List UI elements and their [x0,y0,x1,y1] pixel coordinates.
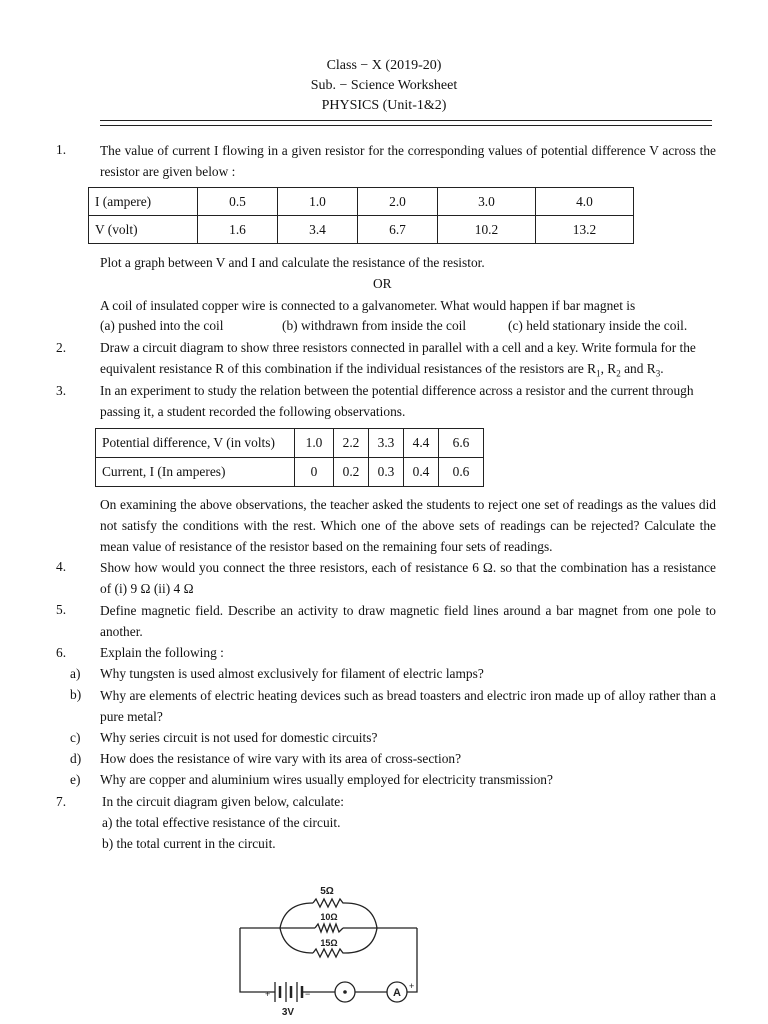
q5-number: 5. [56,602,67,617]
table-row [96,429,484,458]
q6-item-text: Why are copper and aluminium wires usually employed for electricity transmission? [100,772,553,787]
table-cell: 10.2 [438,216,536,244]
circuit-diagram [225,872,445,1022]
worksheet-header [0,56,768,116]
q1-option-c: (c) held stationary inside the coil. [508,318,688,333]
resistor-5-label: 5Ω [320,886,334,897]
resistor-5-ohm [313,899,345,907]
table-cell: 1.6 [198,216,278,244]
q1-option-b: (b) withdrawn from inside the coil [282,318,467,333]
resistor-15-label: 15Ω [320,938,338,948]
battery-plus-sign: + [265,989,271,999]
q6-item-text: Why are elements of electric heating devices such as bread toasters and electric iron made up of alloy rather than a pure metal? [100,688,716,724]
branch-top-wire [280,903,313,928]
table-row [89,188,634,216]
q6-item-text: How does the resistance of wire vary with its area of cross-section? [100,751,462,766]
table-cell: 4.0 [535,188,633,216]
key-dot [343,990,347,994]
table-cell: 6.7 [358,216,438,244]
q6-item-label: a) [70,666,81,681]
battery-voltage-label: 3V [281,1007,295,1018]
q4-text: Show how would you connect the three resistors, each of resistance 6 Ω. so that the combination has a resistance of (i) 9 Ω (ii) 4 Ω [100,560,716,596]
table-cell: 3.4 [278,216,358,244]
table-cell: 0.2 [334,458,369,487]
subject-line: Sub. − Science Worksheet [310,78,458,93]
q1-number: 1. [56,142,67,157]
table-cell: 0.5 [198,188,278,216]
table-cell: V (volt) [89,216,198,244]
q7-number: 7. [56,794,67,809]
q3-table [95,428,484,487]
resistor-15-ohm [313,949,345,957]
table-cell: 2.2 [334,429,369,458]
table-cell: Current, I (In amperes) [96,458,295,487]
table-row [96,458,484,487]
q1-or: OR [373,276,392,291]
resistor-10-label: 10Ω [320,912,338,922]
q1-option-a: (a) pushed into the coil [100,318,224,333]
table-cell: 0.4 [404,458,439,487]
table-cell: 1.0 [295,429,334,458]
q6-number: 6. [56,645,67,660]
circuit-wire [240,928,269,992]
battery-minus-sign: − [305,989,311,999]
q5-text: Define magnetic field. Describe an activity to draw magnetic field lines around a bar magnet from one pole to another. [100,603,716,639]
q3-number: 3. [56,383,67,398]
q6-item-label: d) [70,751,82,766]
table-cell: 3.3 [369,429,404,458]
table-cell: Potential difference, V (in volts) [96,429,295,458]
table-cell: 0.3 [369,458,404,487]
table-cell: 13.2 [535,216,633,244]
branch-bottom-wire [345,928,377,953]
q7-part-a: a) the total effective resistance of the circuit. [102,815,341,830]
q7-part-b: b) the total current in the circuit. [102,836,276,851]
unit-line: PHYSICS (Unit-1&2) [321,98,447,113]
q6-text: Explain the following : [100,645,224,660]
q2-line1: Draw a circuit diagram to show three resistors connected in parallel with a cell and a key. Write formula for the [100,340,696,355]
q6-item-label: c) [70,730,81,745]
ammeter-label: A [393,987,401,999]
table-cell: I (ampere) [89,188,198,216]
class-line: Class − X (2019-20) [326,58,442,73]
table-cell: 1.0 [278,188,358,216]
q3-line1: In an experiment to study the relation between the potential difference across a resistor and the current through [100,383,694,398]
q2-line2: equivalent resistance R of this combination if the individual resistances of the resistors are $R_1$, $R_2$ and $R_3$. [100,361,664,379]
table-cell: 3.0 [438,188,536,216]
ammeter-plus-sign: + [409,981,415,991]
q3-followup: On examining the above observations, the teacher asked the students to reject one set of readings as the values did not satisfy the conditions with the rest. Which one of the above sets of readings can be rejected? Calculate the mean value of resistance of the resistor based on the remaining four sets of readings. [100,497,716,554]
table-cell: 6.6 [439,429,484,458]
q1-plot-instruction: Plot a graph between V and I and calculate the resistance of the resistor. [100,255,485,270]
q6-item-text: Why series circuit is not used for domestic circuits? [100,730,378,745]
q4-number: 4. [56,559,67,574]
q6-item-label: b) [70,687,82,702]
table-cell: 0 [295,458,334,487]
table-row [89,216,634,244]
q1-text: The value of current I flowing in a given resistor for the corresponding values of potential difference V across the resistor are given below : [100,143,716,179]
resistor-10-ohm [315,924,343,932]
header-rule-bottom [100,125,712,126]
table-cell: 0.6 [439,458,484,487]
q7-text: In the circuit diagram given below, calculate: [102,794,344,809]
branch-top-wire [345,903,377,928]
table-cell: 2.0 [358,188,438,216]
q6-item-text: Why tungsten is used almost exclusively for filament of electric lamps? [100,666,484,681]
branch-bottom-wire [280,928,313,953]
q3-line2: passing it, a student recorded the following observations. [100,404,406,419]
q1-table [88,187,634,244]
q1-alternative: A coil of insulated copper wire is connected to a galvanometer. What would happen if bar magnet is [100,298,636,313]
header-rule-top [100,120,712,121]
q2-number: 2. [56,340,67,355]
table-cell: 4.4 [404,429,439,458]
q6-item-label: e) [70,772,81,787]
